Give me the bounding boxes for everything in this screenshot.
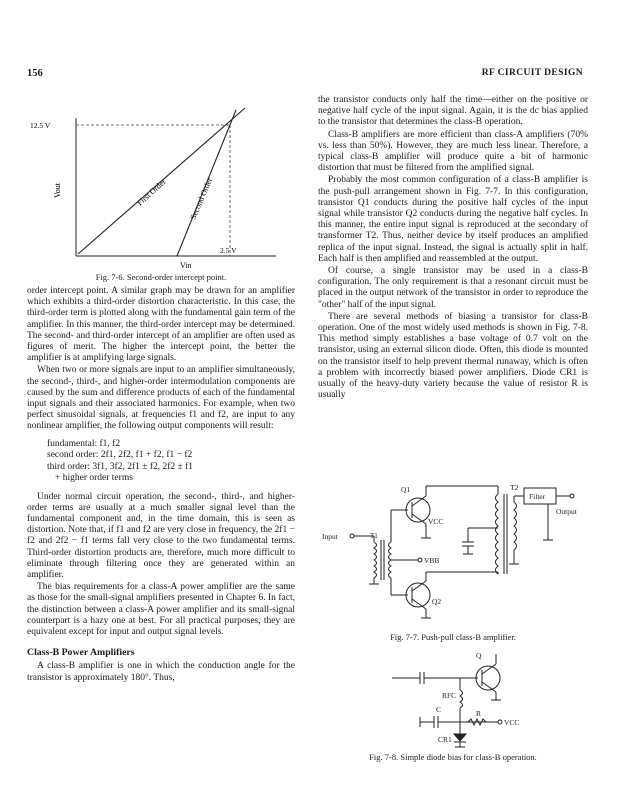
output-terminal bbox=[570, 494, 574, 498]
c-label: C bbox=[436, 705, 442, 714]
vcc-label: VCC bbox=[428, 517, 444, 526]
formula-second-order: second order: 2f1, 2f2, f1 + f2, f1 − f2 bbox=[47, 450, 193, 461]
right-paragraph-4: Of course, a single transistor may be used in a class-B configuration. The only requirement is that a resonant circuit must be placed in the output network of the transistor in order to reproduce the "other" half of the input signal. bbox=[318, 266, 588, 310]
q1-label: Q1 bbox=[401, 485, 411, 494]
formula-higher-order: + higher order terms bbox=[55, 473, 133, 484]
output-label: Output bbox=[556, 507, 577, 516]
first-order-label: First Order bbox=[135, 177, 168, 208]
figure-7-8-caption: Fig. 7-8. Simple diode bias for class-B operation. bbox=[369, 752, 537, 762]
left-paragraph-1: order intercept point. A similar graph may be drawn for an amplifier which exhibits a third-order distortion characteristic. In this case, the third-order term is plotted along with the fundamental gain term of the amplifier. In this manner, the third-order intercept may be determined. The second- and third-order intercept of an amplifier are often used as figures of merit. The higher the intercept point, the better the amplifier is at amplifying large signals. bbox=[27, 286, 295, 364]
vbb-label: VBB bbox=[424, 556, 440, 565]
vcc-terminal bbox=[498, 720, 502, 724]
formula-fundamental: fundamental: f1, f2 bbox=[47, 438, 121, 449]
right-column bbox=[318, 95, 588, 402]
rfc-coil bbox=[460, 690, 463, 708]
input-label: Input bbox=[322, 532, 338, 541]
diode-cr1 bbox=[454, 734, 466, 741]
y-tick-label: 12.5 V bbox=[30, 121, 51, 130]
figure-7-7-caption: Fig. 7-7. Push-pull class-B amplifier. bbox=[390, 632, 516, 642]
input-terminal bbox=[350, 534, 354, 538]
left-paragraph-5: A class-B amplifier is one in which the conduction angle for the transistor is approximately 180°. Thus, bbox=[27, 661, 295, 683]
figure-7-6-graph bbox=[30, 110, 280, 270]
running-head: RF CIRCUIT DESIGN bbox=[481, 68, 583, 78]
rfc-label: RFC bbox=[442, 691, 457, 700]
q-emitter bbox=[482, 682, 496, 692]
section-heading: Class-B Power Amplifiers bbox=[27, 647, 135, 659]
q1-collector bbox=[412, 496, 426, 506]
left-column bbox=[27, 286, 295, 685]
formula-third-order: third order: 3f1, 3f2, 2f1 ± f2, 2f2 ± f1 bbox=[47, 461, 194, 472]
figure-7-7-schematic bbox=[318, 480, 588, 630]
q-label: Q bbox=[476, 651, 482, 660]
t1-primary-coil bbox=[374, 542, 377, 578]
q-collector bbox=[482, 664, 496, 674]
x-axis-label: Vin bbox=[180, 261, 192, 270]
q2-collector bbox=[412, 581, 426, 591]
t1-secondary-coil bbox=[389, 542, 392, 578]
vcc-label: VCC bbox=[504, 718, 520, 727]
x-tick-label: 2.5 V bbox=[220, 246, 237, 255]
t1-label: T1 bbox=[370, 532, 378, 540]
right-paragraph-2: Class-B amplifiers are more efficient than class-A amplifiers (70% vs. less than 50%). However, they are much less linear. Therefore, a typical class-B amplifier will produce quite a bit of harmonic distortion that must be filtered from the amplified signal. bbox=[318, 129, 588, 174]
t2-secondary-coil bbox=[514, 502, 517, 550]
figure-7-6-caption: Fig. 7-6. Second-order intercept point. bbox=[95, 272, 227, 282]
second-order-label: Second Order bbox=[188, 176, 215, 221]
q1-emitter bbox=[412, 514, 426, 524]
cr1-label: CR1 bbox=[438, 735, 452, 744]
left-paragraph-3: Under normal circuit operation, the second-, third-, and higher-order terms are usually at a much smaller signal level than the fundamental component and, in the time domain, this is seen as distortion. Note that, if f1 and f2 are very close in frequency, the 2f1 − f2 and 2f2 − f1 terms fall very close to the two fundamental terms. Third-order distortion products are, therefore, much more difficult to eliminate through filtering once they are generated within an amplifier. bbox=[27, 491, 295, 581]
y-axis-label: Vout bbox=[53, 183, 62, 198]
left-paragraph-2: When two or more signals are input to an amplifier simultaneously, the second-, third-, and higher-order intermodulation components are caused by the sum and difference products of each of the fundamental input signals and their associated harmonics. For example, when two perfect sinusoidal signals, at frequencies f1 and f2, are input to any nonlinear amplifier, the following output components will result: bbox=[27, 365, 295, 432]
right-paragraph-3: Probably the most common configuration of a class-B amplifier is the push-pull arrangement shown in Fig. 7-7. In this configuration, transistor Q1 conducts during the positive half cycles of the input signal while transistor Q2 conducts during the negative half cycles. In this manner, the entire input signal is reproduced at the secondary of transformer T2. Thus, neither device by itself produces an amplified replica of the input signal. Instead, the signal is actually split in half. Each half is then amplified and reassembled at the output. bbox=[318, 175, 588, 264]
left-paragraph-4: The bias requirements for a class-A power amplifier are the same as those for the small-signal amplifiers presented in Chapter 6. In fact, the distinction between a class-A power amplifier and its small-signal counterpart is a hazy one at best. For all practical purposes, they are equivalent except for input and output signal levels. bbox=[27, 582, 295, 638]
q2-emitter bbox=[412, 599, 426, 609]
right-paragraph-5: There are several methods of biasing a transistor for class-B operation. One of the most widely used methods is shown in Fig. 7-8. This method simply establishes a base voltage of 0.7 volt on the transistor, using an external silicon diode. Often, this diode is mounted on the transistor itself to help prevent thermal runaway, which is often a problem with incorrectly biased power amplifiers. Diode CR1 is usually of the heavy-duty variety because the value of resistor R is usually bbox=[318, 311, 588, 401]
r-label: R bbox=[476, 709, 482, 718]
q2-label: Q2 bbox=[432, 597, 442, 606]
page-number: 156 bbox=[27, 68, 43, 79]
intermodulation-formula bbox=[47, 439, 295, 485]
figure-7-8-schematic bbox=[390, 650, 530, 750]
right-paragraph-1: the transistor conducts only half the time—either on the positive or negative half cycle of the input signal. Again, it is the dc bias applied to the transistor that determines the class-B operation. bbox=[318, 95, 588, 128]
vbb-terminal bbox=[418, 558, 422, 562]
t2-primary-coil bbox=[496, 494, 499, 574]
filter-label: Filter bbox=[529, 492, 546, 501]
t2-label: T2 bbox=[510, 483, 519, 492]
